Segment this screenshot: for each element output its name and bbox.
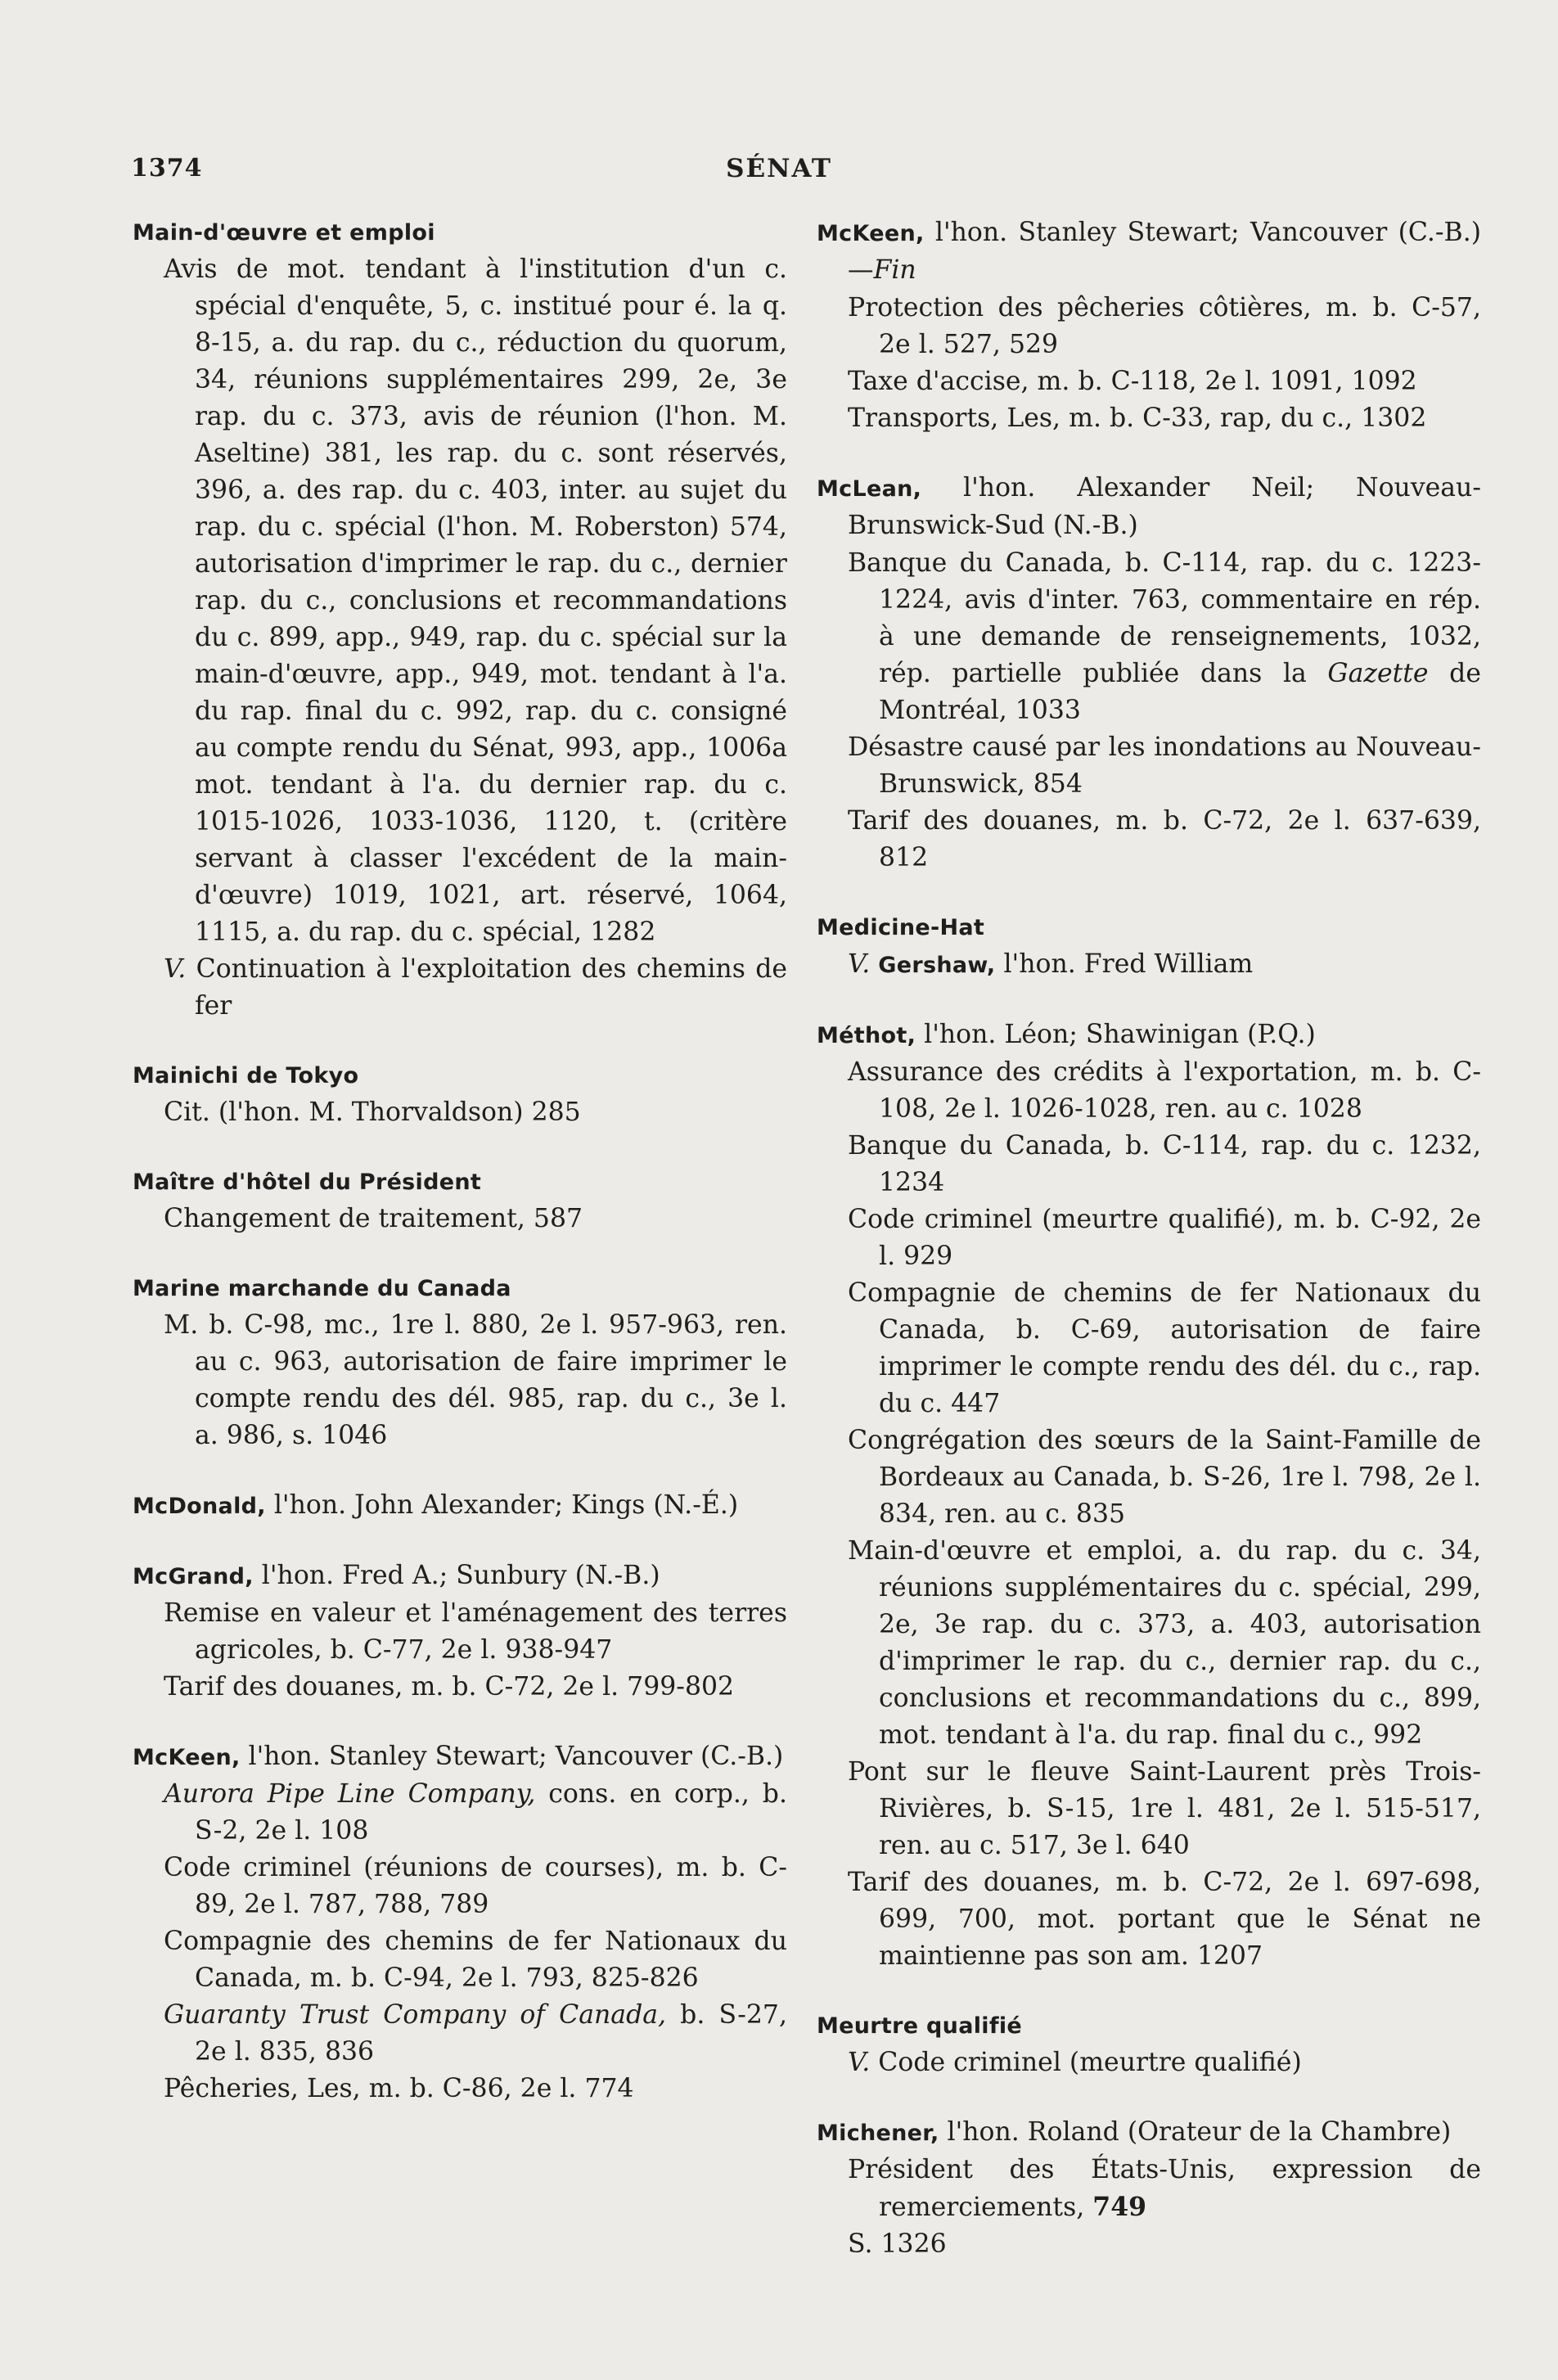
entry-heading-term: Main-d'œuvre et emploi bbox=[133, 220, 435, 246]
entry-heading-detail: l'hon. Fred A.; Sunbury (N.-B.) bbox=[253, 1561, 660, 1590]
cross-reference-term: Gershaw, bbox=[878, 953, 996, 978]
subentry-text: Remise en valeur et l'aménagement des terres agricoles, b. C-77, 2e l. 938-947 bbox=[164, 1598, 787, 1665]
index-subentry bbox=[817, 1275, 1481, 1422]
index-entry bbox=[133, 1164, 787, 1237]
subentry-text: Tarif des douanes, m. b. C-72, 2e l. 799-802 bbox=[164, 1672, 735, 1702]
page-number: 1374 bbox=[131, 154, 203, 183]
entry-heading bbox=[133, 1738, 787, 1776]
subentry-text: Continuation à l'exploitation des chemins de fer bbox=[195, 954, 788, 1021]
index-subentry bbox=[817, 1054, 1481, 1128]
subentry-text: cons. en corp., b. S-2, 2e l. 108 bbox=[195, 1779, 787, 1846]
index-entry bbox=[817, 470, 1481, 877]
index-subentry bbox=[817, 400, 1481, 437]
index-subentry bbox=[817, 1422, 1481, 1533]
index-subentry bbox=[817, 1533, 1481, 1754]
subentry-text: Tarif des douanes, m. b. C-72, 2e l. 697-698, 699, 700, mot. portant que le Sénat ne maintienne pas son am. 1207 bbox=[848, 1868, 1481, 1971]
subentry-text: Code criminel (réunions de courses), m. b. C-89, 2e l. 787, 788, 789 bbox=[164, 1853, 787, 1919]
entry-heading-detail: l'hon. Alexander Neil; Nouveau-Brunswick-Sud (N.-B.) bbox=[848, 473, 1481, 540]
entry-heading-suffix: Fin bbox=[873, 255, 916, 285]
entry-heading-term: McLean, bbox=[817, 476, 922, 502]
index-subentry bbox=[817, 2226, 1481, 2263]
italic-title: Aurora Pipe Line Company, bbox=[164, 1779, 536, 1809]
index-subentry bbox=[817, 2044, 1481, 2081]
right-column bbox=[817, 214, 1481, 2296]
entry-heading-term: McGrand, bbox=[133, 1564, 254, 1589]
subentry-text: Transports, Les, m. b. C-33, rap, du c., 1302 bbox=[848, 403, 1427, 433]
subentry-text: Main-d'œuvre et emploi, a. du rap. du c. 34, réunions supplémentaires du c. spécial, 299, 2e, 3e rap. du c. 373, a. 403, autorisation d'imprimer le rap. du c., dernier rap. du c., conclusions et recommandations du c., 899, mot. tendant à l'a. du rap. final du c., 992 bbox=[848, 1536, 1481, 1750]
entry-heading bbox=[817, 909, 1481, 946]
see-reference-prefix: V. bbox=[848, 2048, 871, 2077]
entry-heading-term: Marine marchande du Canada bbox=[133, 1276, 511, 1301]
index-entry bbox=[133, 214, 787, 1025]
index-entry bbox=[817, 1016, 1481, 1975]
entry-heading-term: McKeen, bbox=[133, 1745, 241, 1770]
subentry-text: Banque du Canada, b. C-114, rap. du c. 1232, 1234 bbox=[848, 1131, 1481, 1197]
entry-heading bbox=[817, 2008, 1481, 2044]
entry-heading bbox=[133, 1270, 787, 1307]
entry-heading-term: Meurtre qualifié bbox=[817, 2013, 1023, 2039]
entry-heading-detail: l'hon. Stanley Stewart; Vancouver (C.-B.) bbox=[240, 1742, 784, 1771]
entry-heading-term: Mainichi de Tokyo bbox=[133, 1063, 359, 1089]
index-subentry bbox=[817, 545, 1481, 729]
index-subentry bbox=[133, 1595, 787, 1669]
page-reference-bold: 749 bbox=[1092, 2192, 1147, 2222]
subentry-text: de Montréal, 1033 bbox=[879, 659, 1481, 725]
index-subentry bbox=[817, 729, 1481, 803]
see-reference-prefix: V. bbox=[848, 949, 871, 979]
index-subentry bbox=[133, 2071, 787, 2107]
entry-heading-term: Maître d'hôtel du Président bbox=[133, 1170, 482, 1195]
italic-title: Gazette bbox=[1327, 659, 1429, 688]
index-subentry bbox=[133, 1923, 787, 1997]
entry-heading bbox=[817, 2114, 1481, 2152]
page-title: SÉNAT bbox=[726, 154, 832, 183]
entry-heading bbox=[133, 1557, 787, 1595]
index-subentry bbox=[817, 946, 1481, 984]
index-subentry bbox=[817, 1864, 1481, 1975]
subentry-text: M. b. C-98, mc., 1re l. 880, 2e l. 957-963, ren. au c. 963, autorisation de faire imprimer le compte rendu des dél. 985, rap. du c., 3e l. a. 986, s. 1046 bbox=[164, 1310, 787, 1450]
entry-heading bbox=[817, 214, 1481, 290]
subentry-text: l'hon. Fred William bbox=[995, 949, 1254, 979]
index-subentry bbox=[817, 363, 1481, 400]
subentry-text: Cit. (l'hon. M. Thorvaldson) 285 bbox=[164, 1098, 581, 1127]
subentry-text: b. S-27, 2e l. 835, 836 bbox=[195, 2000, 787, 2067]
entry-heading bbox=[133, 1487, 787, 1525]
index-entry bbox=[133, 1557, 787, 1706]
subentry-text: Taxe d'accise, m. b. C-118, 2e l. 1091, 1092 bbox=[848, 367, 1417, 396]
subentry-text: Protection des pêcheries côtières, m. b. C-57, 2e l. 527, 529 bbox=[848, 293, 1481, 359]
italic-title: Guaranty Trust Company of Canada, bbox=[164, 2000, 667, 2030]
index-subentry bbox=[133, 251, 787, 951]
subentry-text: Code criminel (meurtre qualifié), m. b. C-92, 2e l. 929 bbox=[848, 1205, 1481, 1271]
entry-heading bbox=[817, 470, 1481, 545]
index-subentry bbox=[133, 1094, 787, 1131]
index-entry bbox=[817, 909, 1481, 984]
index-subentry bbox=[817, 1128, 1481, 1201]
subentry-text: S. 1326 bbox=[848, 2229, 947, 2259]
index-subentry bbox=[817, 1754, 1481, 1864]
index-entry bbox=[133, 1487, 787, 1525]
index-entry bbox=[817, 2008, 1481, 2081]
entry-heading bbox=[133, 214, 787, 251]
index-subentry bbox=[817, 290, 1481, 363]
entry-heading-term: Méthot, bbox=[817, 1023, 916, 1048]
subentry-text: Changement de traitement, 587 bbox=[164, 1204, 583, 1233]
index-subentry bbox=[133, 1776, 787, 1850]
entry-heading bbox=[133, 1057, 787, 1094]
subentry-text: Président des États-Unis, expression de remerciements, bbox=[848, 2155, 1481, 2222]
entry-heading-term: McKeen, bbox=[817, 221, 925, 246]
subentry-text: Congrégation des sœurs de la Saint-Famille de Bordeaux au Canada, b. S-26, 1re l. 798, 2e l. 834, ren. au c. 835 bbox=[848, 1426, 1481, 1529]
entry-heading-detail: l'hon. Stanley Stewart; Vancouver (C.-B.)— bbox=[848, 218, 1481, 285]
index-subentry bbox=[133, 951, 787, 1025]
index-subentry bbox=[133, 1669, 787, 1706]
index-subentry bbox=[133, 1201, 787, 1237]
index-entry bbox=[133, 1738, 787, 2107]
entry-heading bbox=[817, 1016, 1481, 1054]
entry-heading-detail: l'hon. Roland (Orateur de la Chambre) bbox=[939, 2117, 1452, 2147]
index-subentry bbox=[133, 1307, 787, 1454]
subentry-text: Banque du Canada, b. C-114, rap. du c. 1223-1224, avis d'inter. 763, commentaire en rép. à une demande de renseignements, 1032, rép. partielle publiée dans la bbox=[848, 548, 1481, 688]
left-column bbox=[133, 214, 787, 2140]
index-subentry bbox=[817, 1201, 1481, 1275]
index-entry bbox=[817, 214, 1481, 437]
entry-heading-term: Michener, bbox=[817, 2121, 939, 2146]
index-subentry bbox=[133, 1850, 787, 1923]
subentry-text: Code criminel (meurtre qualifié) bbox=[878, 2048, 1302, 2077]
subentry-text: Assurance des crédits à l'exportation, m. b. C-108, 2e l. 1026-1028, ren. au c. 1028 bbox=[848, 1057, 1481, 1124]
subentry-text: Désastre causé par les inondations au Nouveau-Brunswick, 854 bbox=[848, 732, 1481, 799]
subentry-text: Avis de mot. tendant à l'institution d'un c. spécial d'enquête, 5, c. institué pour é. la q. 8-15, a. du rap. du c., réduction du quorum, 34, réunions supplémentaires 299, 2e, 3e rap. du c. 373, avis de réunion (l'hon. M. Aseltine) 381, les rap. du c. sont réservés, 396, a. des rap. du c. 403, inter. au sujet du rap. du c. spécial (l'hon. M. Roberston) 574, autorisation d'imprimer le rap. du c., dernier rap. du c., conclusions et recommandations du c. 899, app., 949, rap. du c. spécial sur la main-d'œuvre, app., 949, mot. tendant à l'a. du rap. final du c. 992, rap. du c. consigné au compte rendu du Sénat, 993, app., 1006a mot. tendant à l'a. du dernier rap. du c. 1015-1026, 1033-1036, 1120, t. (critère servant à classer l'excédent de la main-d'œuvre) 1019, 1021, art. réservé, 1064, 1115, a. du rap. du c. spécial, 1282 bbox=[164, 255, 787, 947]
index-subentry bbox=[817, 803, 1481, 877]
page-header bbox=[131, 154, 1427, 195]
subentry-text: Pont sur le fleuve Saint-Laurent près Trois-Rivières, b. S-15, 1re l. 481, 2e l. 515-517, ren. au c. 517, 3e l. 640 bbox=[848, 1757, 1481, 1860]
subentry-text: Pêcheries, Les, m. b. C-86, 2e l. 774 bbox=[164, 2074, 634, 2103]
index-entry bbox=[133, 1270, 787, 1454]
index-entry bbox=[133, 1057, 787, 1131]
entry-heading-term: Medicine-Hat bbox=[817, 915, 985, 940]
subentry-text: Compagnie des chemins de fer Nationaux du Canada, m. b. C-94, 2e l. 793, 825-826 bbox=[164, 1927, 787, 1993]
entry-heading-detail: l'hon. John Alexander; Kings (N.-É.) bbox=[265, 1490, 739, 1520]
index-subentry bbox=[133, 1997, 787, 2071]
subentry-text: Tarif des douanes, m. b. C-72, 2e l. 637-639, 812 bbox=[848, 806, 1481, 872]
entry-heading bbox=[133, 1164, 787, 1201]
index-subentry bbox=[817, 2152, 1481, 2226]
index-entry bbox=[817, 2114, 1481, 2263]
see-reference-prefix: V. bbox=[164, 954, 187, 984]
subentry-text: Compagnie de chemins de fer Nationaux du Canada, b. C-69, autorisation de faire imprimer le compte rendu des dél. du c., rap. du c. 447 bbox=[848, 1278, 1481, 1418]
entry-heading-detail: l'hon. Léon; Shawinigan (P.Q.) bbox=[916, 1020, 1316, 1049]
entry-heading-term: McDonald, bbox=[133, 1494, 266, 1519]
